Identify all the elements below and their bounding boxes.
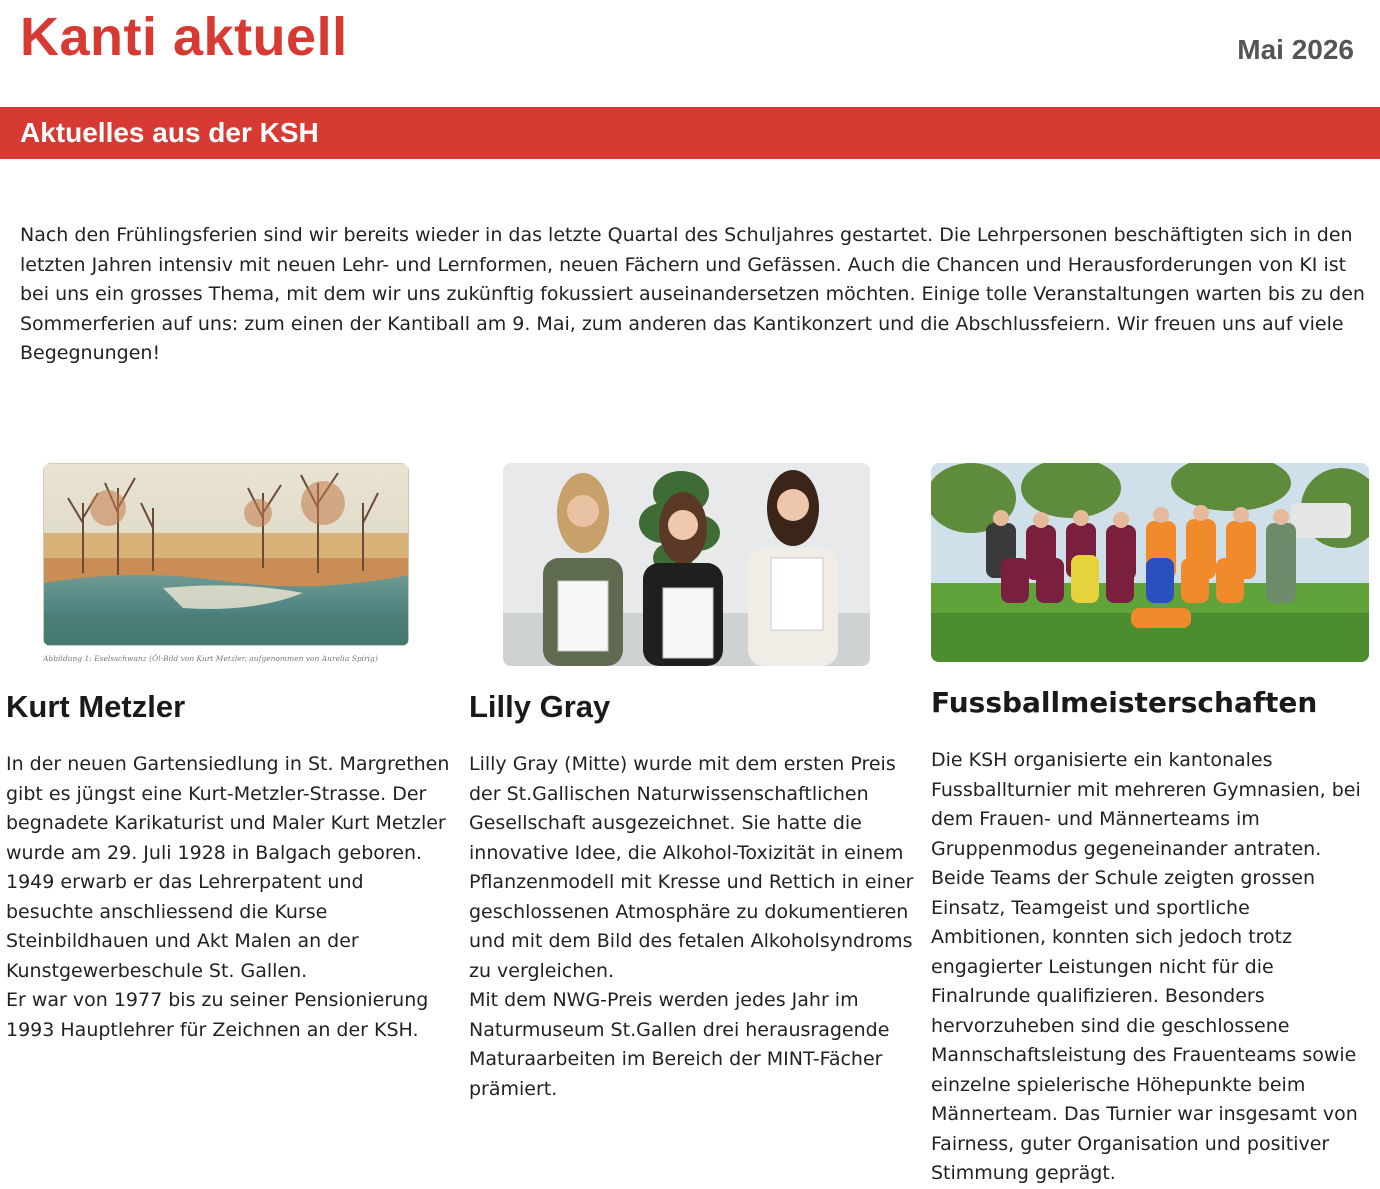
section-banner — [0, 107, 1380, 159]
newsletter-title: Kanti aktuell — [20, 7, 348, 67]
award-photo — [503, 463, 870, 666]
football-team-photo — [931, 463, 1369, 662]
painting-caption: Abbildung 1: Eselsschwanz (Öl-Bild von Kurt Metzler, aufgenommen von Aurelia Spirig) — [43, 654, 378, 663]
article-paragraph: Die KSH organisierte ein kantonales Fussballturnier mit mehreren Gymnasien, bei dem Frauen- und Männerteams im Gruppenmodus gegeneinander antraten. Beide Teams der Schule zeigten grossen Einsatz, Teamgeist und sportliche Ambitionen, konnten sich jedoch trotz engagierter Leistungen nicht für die Finalrunde qualifizieren. Besonders hervorzuheben sind die geschlossene Mannschaftsleistung des Frauenteams sowie einzelne spielerische Höhepunkte beim Männerteam. Das Turnier war insgesamt von Fairness, guter Organisation und positiver Stimmung geprägt. — [931, 749, 1361, 1184]
article-title-kurt-metzler: Kurt Metzler — [6, 689, 186, 724]
article-paragraph: In der neuen Gartensiedlung in St. Margrethen gibt es jüngst eine Kurt-Metzler-Strasse. Der begnadete Karikaturist und Maler Kurt Metzler wurde am 29. Juli 1928 in Balgach geboren. 1949 erwarb er das Lehrerpatent und besuchte anschliessend die Kurse Steinbildhauen und Akt Malen an der Kunstgewerbeschule St. Gallen. — [6, 753, 450, 982]
article-paragraph: Lilly Gray (Mitte) wurde mit dem ersten Preis der St.Gallischen Naturwissenschaftlichen Gesellschaft ausgezeichnet. Sie hatte die innovative Idee, die Alkohol-Toxizität in einem Pflanzenmodell mit Kresse und Rettich in einer geschlossenen Atmosphäre zu dokumentieren und mit dem Bild des fetalen Alkoholsyndroms zu vergleichen. — [469, 753, 914, 982]
article-paragraph: Mit dem NWG-Preis werden jedes Jahr im Naturmuseum St.Gallen drei herausragende Maturaarbeiten im Bereich der MINT-Fächer prämiert. — [469, 989, 890, 1100]
article-title-lilly-gray: Lilly Gray — [469, 689, 611, 724]
article-body-lilly-gray — [469, 750, 914, 1104]
issue-date: Mai 2026 — [1237, 34, 1354, 65]
article-body-fussball — [931, 746, 1369, 1189]
article-paragraph: Er war von 1977 bis zu seiner Pensionierung 1993 Hauptlehrer für Zeichnen an der KSH. — [6, 989, 429, 1041]
article-title-fussball: Fussballmeisterschaften — [931, 686, 1318, 719]
painting-image — [43, 463, 409, 646]
article-body-kurt-metzler — [6, 750, 451, 1045]
section-title: Aktuelles aus der KSH — [20, 117, 319, 148]
intro-paragraph: Nach den Frühlingsferien sind wir bereits wieder in das letzte Quartal des Schuljahres gestartet. Die Lehrpersonen beschäftigten sich in den letzten Jahren intensiv mit neuen Lehr- und Lernformen, neuen Fächern und Gefässen. Auch die Chancen und Herausforderungen von KI ist bei uns ein grosses Thema, mit dem wir uns zukünftig fokussiert auseinandersetzen möchten. Einige tolle Veranstaltungen warten bis zu den Sommerferien auf uns: zum einen der Kantiball am 9. Mai, zum anderen das Kantikonzert und die Abschlussfeiern. Wir freuen uns auf viele Begegnungen! — [20, 224, 1365, 364]
